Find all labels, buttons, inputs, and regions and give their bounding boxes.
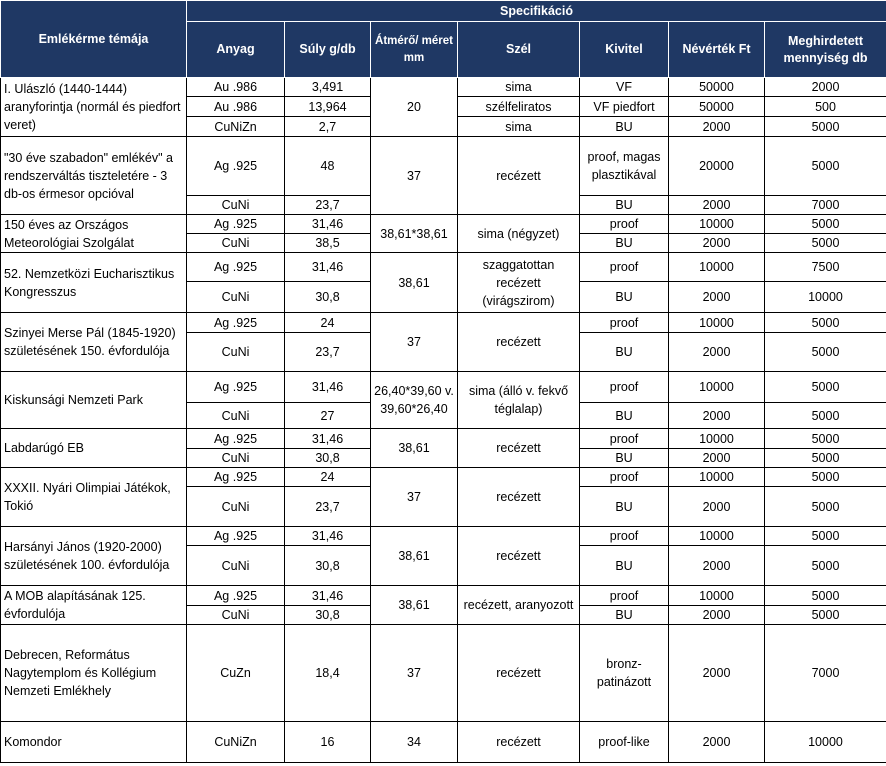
nevertek-cell: 20000 bbox=[669, 137, 765, 196]
nevertek-cell: 10000 bbox=[669, 527, 765, 546]
suly-cell: 2,7 bbox=[285, 117, 371, 137]
theme-cell: Labdarúgó EB bbox=[1, 429, 187, 468]
nevertek-cell: 50000 bbox=[669, 78, 765, 97]
header-anyag: Anyag bbox=[187, 22, 285, 78]
szel-cell: szélfeliratos bbox=[458, 97, 580, 117]
nevertek-cell: 10000 bbox=[669, 586, 765, 606]
kivitel-cell: BU bbox=[580, 606, 669, 625]
theme-cell: I. Ulászló (1440-1444) aranyforintja (normál és piedfort veret) bbox=[1, 78, 187, 137]
anyag-cell: Ag .925 bbox=[187, 313, 285, 333]
menny-cell: 5000 bbox=[765, 372, 886, 403]
menny-cell: 5000 bbox=[765, 487, 886, 527]
suly-cell: 30,8 bbox=[285, 449, 371, 468]
nevertek-cell: 50000 bbox=[669, 97, 765, 117]
menny-cell: 5000 bbox=[765, 606, 886, 625]
nevertek-cell: 2000 bbox=[669, 546, 765, 586]
theme-cell: Szinyei Merse Pál (1845-1920) születésének 150. évfordulója bbox=[1, 313, 187, 372]
atmero-cell: 38,61*38,61 bbox=[371, 215, 458, 253]
nevertek-cell: 2000 bbox=[669, 487, 765, 527]
suly-cell: 31,46 bbox=[285, 586, 371, 606]
szel-cell: szaggatottan recézett (virágszirom) bbox=[458, 253, 580, 313]
nevertek-cell: 2000 bbox=[669, 449, 765, 468]
suly-cell: 24 bbox=[285, 468, 371, 487]
szel-cell: recézett, aranyozott bbox=[458, 586, 580, 625]
table-row bbox=[1, 313, 886, 333]
anyag-cell: CuNi bbox=[187, 606, 285, 625]
theme-cell: Debrecen, Református Nagytemplom és Kollégium Nemzeti Emlékhely bbox=[1, 625, 187, 722]
menny-cell: 5000 bbox=[765, 429, 886, 449]
table-row bbox=[1, 78, 886, 97]
kivitel-cell: VF bbox=[580, 78, 669, 97]
kivitel-cell: BU bbox=[580, 196, 669, 215]
kivitel-cell: proof bbox=[580, 253, 669, 282]
theme-cell: Kiskunsági Nemzeti Park bbox=[1, 372, 187, 429]
kivitel-cell: BU bbox=[580, 282, 669, 313]
menny-cell: 5000 bbox=[765, 468, 886, 487]
suly-cell: 31,46 bbox=[285, 429, 371, 449]
szel-cell: sima bbox=[458, 78, 580, 97]
anyag-cell: CuNiZn bbox=[187, 722, 285, 763]
kivitel-cell: BU bbox=[580, 117, 669, 137]
menny-cell: 5000 bbox=[765, 137, 886, 196]
anyag-cell: Au .986 bbox=[187, 97, 285, 117]
anyag-cell: CuNi bbox=[187, 282, 285, 313]
nevertek-cell: 2000 bbox=[669, 117, 765, 137]
kivitel-cell: BU bbox=[580, 403, 669, 429]
kivitel-cell: BU bbox=[580, 546, 669, 586]
atmero-cell: 38,61 bbox=[371, 253, 458, 313]
anyag-cell: Ag .925 bbox=[187, 586, 285, 606]
kivitel-cell: proof bbox=[580, 372, 669, 403]
anyag-cell: CuNi bbox=[187, 487, 285, 527]
theme-cell: "30 éve szabadon" emlékév" a rendszerváltás tiszteletére - 3 db-os érmesor opcióval bbox=[1, 137, 187, 215]
nevertek-cell: 2000 bbox=[669, 196, 765, 215]
header-theme: Emlékérme témája bbox=[1, 1, 187, 78]
atmero-cell: 38,61 bbox=[371, 527, 458, 586]
nevertek-cell: 2000 bbox=[669, 282, 765, 313]
menny-cell: 7000 bbox=[765, 196, 886, 215]
szel-cell: recézett bbox=[458, 137, 580, 215]
menny-cell: 10000 bbox=[765, 282, 886, 313]
nevertek-cell: 2000 bbox=[669, 606, 765, 625]
table-row bbox=[1, 625, 886, 722]
anyag-cell: Ag .925 bbox=[187, 215, 285, 234]
anyag-cell: CuNi bbox=[187, 196, 285, 215]
suly-cell: 3,491 bbox=[285, 78, 371, 97]
kivitel-cell: BU bbox=[580, 234, 669, 253]
theme-cell: XXXII. Nyári Olimpiai Játékok, Tokió bbox=[1, 468, 187, 527]
nevertek-cell: 10000 bbox=[669, 372, 765, 403]
table-row bbox=[1, 429, 886, 449]
kivitel-cell: BU bbox=[580, 487, 669, 527]
kivitel-cell: bronz-patinázott bbox=[580, 625, 669, 722]
menny-cell: 5000 bbox=[765, 449, 886, 468]
theme-cell: 150 éves az Országos Meteorológiai Szolgálat bbox=[1, 215, 187, 253]
nevertek-cell: 2000 bbox=[669, 625, 765, 722]
menny-cell: 5000 bbox=[765, 333, 886, 372]
table-row bbox=[1, 253, 886, 282]
suly-cell: 16 bbox=[285, 722, 371, 763]
theme-cell: A MOB alapításának 125. évfordulója bbox=[1, 586, 187, 625]
kivitel-cell: proof bbox=[580, 527, 669, 546]
anyag-cell: Ag .925 bbox=[187, 527, 285, 546]
menny-cell: 7000 bbox=[765, 625, 886, 722]
szel-cell: recézett bbox=[458, 625, 580, 722]
suly-cell: 31,46 bbox=[285, 215, 371, 234]
anyag-cell: Ag .925 bbox=[187, 253, 285, 282]
kivitel-cell: proof, magas plasztikával bbox=[580, 137, 669, 196]
szel-cell: recézett bbox=[458, 429, 580, 468]
menny-cell: 5000 bbox=[765, 215, 886, 234]
anyag-cell: CuNi bbox=[187, 234, 285, 253]
menny-cell: 500 bbox=[765, 97, 886, 117]
menny-cell: 2000 bbox=[765, 78, 886, 97]
anyag-cell: CuZn bbox=[187, 625, 285, 722]
szel-cell: recézett bbox=[458, 313, 580, 372]
anyag-cell: CuNiZn bbox=[187, 117, 285, 137]
menny-cell: 5000 bbox=[765, 546, 886, 586]
header-spec: Specifikáció bbox=[187, 1, 886, 22]
anyag-cell: CuNi bbox=[187, 403, 285, 429]
nevertek-cell: 2000 bbox=[669, 403, 765, 429]
theme-cell: Komondor bbox=[1, 722, 187, 763]
nevertek-cell: 2000 bbox=[669, 234, 765, 253]
theme-cell: Harsányi János (1920-2000) születésének 100. évfordulója bbox=[1, 527, 187, 586]
nevertek-cell: 10000 bbox=[669, 429, 765, 449]
suly-cell: 24 bbox=[285, 313, 371, 333]
anyag-cell: Ag .925 bbox=[187, 429, 285, 449]
szel-cell: sima (álló v. fekvő téglalap) bbox=[458, 372, 580, 429]
anyag-cell: CuNi bbox=[187, 333, 285, 372]
atmero-cell: 37 bbox=[371, 468, 458, 527]
kivitel-cell: proof bbox=[580, 468, 669, 487]
suly-cell: 23,7 bbox=[285, 487, 371, 527]
nevertek-cell: 10000 bbox=[669, 215, 765, 234]
header-szel: Szél bbox=[458, 22, 580, 78]
menny-cell: 7500 bbox=[765, 253, 886, 282]
menny-cell: 10000 bbox=[765, 722, 886, 763]
szel-cell: sima bbox=[458, 117, 580, 137]
atmero-cell: 34 bbox=[371, 722, 458, 763]
table-row bbox=[1, 137, 886, 196]
header-atmero: Átmérő/ méret mm bbox=[371, 22, 458, 78]
kivitel-cell: proof-like bbox=[580, 722, 669, 763]
menny-cell: 5000 bbox=[765, 403, 886, 429]
nevertek-cell: 10000 bbox=[669, 253, 765, 282]
header-menny: Meghirdetett mennyiség db bbox=[765, 22, 886, 78]
kivitel-cell: proof bbox=[580, 429, 669, 449]
theme-cell: 52. Nemzetközi Eucharisztikus Kongresszus bbox=[1, 253, 187, 313]
suly-cell: 38,5 bbox=[285, 234, 371, 253]
anyag-cell: Ag .925 bbox=[187, 372, 285, 403]
suly-cell: 23,7 bbox=[285, 333, 371, 372]
header-suly: Súly g/db bbox=[285, 22, 371, 78]
suly-cell: 31,46 bbox=[285, 372, 371, 403]
menny-cell: 5000 bbox=[765, 313, 886, 333]
table-row bbox=[1, 586, 886, 606]
nevertek-cell: 2000 bbox=[669, 333, 765, 372]
suly-cell: 23,7 bbox=[285, 196, 371, 215]
anyag-cell: Ag .925 bbox=[187, 468, 285, 487]
suly-cell: 27 bbox=[285, 403, 371, 429]
anyag-cell: CuNi bbox=[187, 449, 285, 468]
szel-cell: sima (négyzet) bbox=[458, 215, 580, 253]
menny-cell: 5000 bbox=[765, 527, 886, 546]
atmero-cell: 20 bbox=[371, 78, 458, 137]
table-row bbox=[1, 215, 886, 234]
kivitel-cell: BU bbox=[580, 333, 669, 372]
suly-cell: 30,8 bbox=[285, 546, 371, 586]
suly-cell: 48 bbox=[285, 137, 371, 196]
table-row bbox=[1, 722, 886, 763]
kivitel-cell: BU bbox=[580, 449, 669, 468]
suly-cell: 18,4 bbox=[285, 625, 371, 722]
nevertek-cell: 10000 bbox=[669, 313, 765, 333]
atmero-cell: 37 bbox=[371, 137, 458, 215]
menny-cell: 5000 bbox=[765, 586, 886, 606]
szel-cell: recézett bbox=[458, 527, 580, 586]
menny-cell: 5000 bbox=[765, 234, 886, 253]
suly-cell: 31,46 bbox=[285, 527, 371, 546]
atmero-cell: 38,61 bbox=[371, 429, 458, 468]
menny-cell: 5000 bbox=[765, 117, 886, 137]
szel-cell: recézett bbox=[458, 468, 580, 527]
atmero-cell: 38,61 bbox=[371, 586, 458, 625]
table-row bbox=[1, 527, 886, 546]
kivitel-cell: proof bbox=[580, 586, 669, 606]
header-kivitel: Kivitel bbox=[580, 22, 669, 78]
nevertek-cell: 10000 bbox=[669, 468, 765, 487]
nevertek-cell: 2000 bbox=[669, 722, 765, 763]
atmero-cell: 26,40*39,60 v. 39,60*26,40 bbox=[371, 372, 458, 429]
anyag-cell: Au .986 bbox=[187, 78, 285, 97]
atmero-cell: 37 bbox=[371, 313, 458, 372]
kivitel-cell: VF piedfort bbox=[580, 97, 669, 117]
table-row bbox=[1, 468, 886, 487]
szel-cell: recézett bbox=[458, 722, 580, 763]
kivitel-cell: proof bbox=[580, 215, 669, 234]
anyag-cell: Ag .925 bbox=[187, 137, 285, 196]
suly-cell: 13,964 bbox=[285, 97, 371, 117]
kivitel-cell: proof bbox=[580, 313, 669, 333]
suly-cell: 31,46 bbox=[285, 253, 371, 282]
header-nevertek: Névérték Ft bbox=[669, 22, 765, 78]
anyag-cell: CuNi bbox=[187, 546, 285, 586]
suly-cell: 30,8 bbox=[285, 282, 371, 313]
atmero-cell: 37 bbox=[371, 625, 458, 722]
table-row bbox=[1, 372, 886, 403]
suly-cell: 30,8 bbox=[285, 606, 371, 625]
